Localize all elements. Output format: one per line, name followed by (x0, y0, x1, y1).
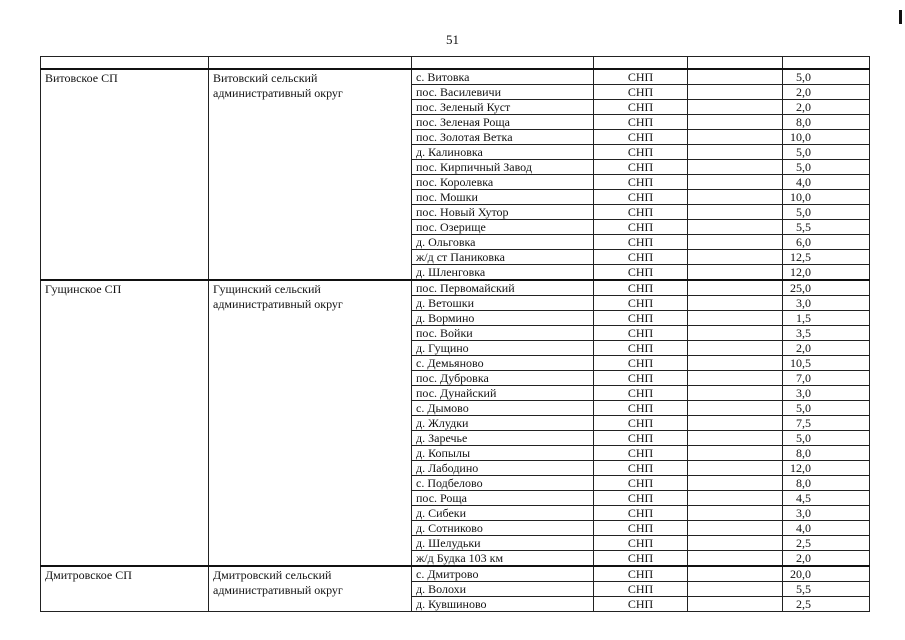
locality-type-cell: СНП (594, 130, 688, 145)
distance-cell: 3,0 (783, 296, 870, 311)
locality-type-cell: СНП (594, 536, 688, 551)
locality-type-cell: СНП (594, 431, 688, 446)
locality-type-cell: СНП (594, 326, 688, 341)
locality-name-cell: пос. Роща (412, 491, 594, 506)
empty-cell (688, 371, 783, 386)
distance-cell: 2,5 (783, 597, 870, 612)
distance-cell: 12,5 (783, 250, 870, 265)
table-row (41, 69, 870, 85)
locality-name-cell: д. Гущино (412, 341, 594, 356)
empty-cell (688, 175, 783, 190)
locality-type-cell: СНП (594, 416, 688, 431)
locality-type-cell: СНП (594, 69, 688, 85)
distance-cell: 20,0 (783, 566, 870, 582)
distance-cell: 2,0 (783, 100, 870, 115)
empty-cell (688, 461, 783, 476)
locality-name-cell: с. Витовка (412, 69, 594, 85)
empty-cell (688, 160, 783, 175)
locality-type-cell: СНП (594, 145, 688, 160)
settlements-table-body (41, 57, 870, 612)
empty-cell (688, 250, 783, 265)
locality-name-cell: пос. Мошки (412, 190, 594, 205)
locality-name-cell: д. Шелудьки (412, 536, 594, 551)
locality-name-cell: пос. Золотая Ветка (412, 130, 594, 145)
distance-cell: 2,0 (783, 551, 870, 567)
distance-cell: 8,0 (783, 115, 870, 130)
distance-cell: 6,0 (783, 235, 870, 250)
empty-cell (688, 205, 783, 220)
locality-type-cell: СНП (594, 356, 688, 371)
empty-cell (688, 220, 783, 235)
distance-cell: 5,0 (783, 431, 870, 446)
distance-cell: 5,0 (783, 401, 870, 416)
distance-cell: 10,0 (783, 130, 870, 145)
empty-cell (688, 536, 783, 551)
locality-type-cell: СНП (594, 160, 688, 175)
locality-type-cell: СНП (594, 461, 688, 476)
settlement-cell: Витовское СП (41, 69, 209, 280)
locality-type-cell: СНП (594, 235, 688, 250)
empty-cell (688, 431, 783, 446)
distance-cell: 5,5 (783, 220, 870, 235)
locality-type-cell: СНП (594, 311, 688, 326)
settlement-cell: Дмитровское СП (41, 566, 209, 612)
district-cell: Дмитровский сельский административный округ (209, 566, 412, 612)
distance-cell: 12,0 (783, 265, 870, 281)
empty-cell (688, 446, 783, 461)
distance-cell: 2,0 (783, 85, 870, 100)
locality-name-cell: д. Лабодино (412, 461, 594, 476)
locality-name-cell: д. Жлудки (412, 416, 594, 431)
distance-cell: 4,5 (783, 491, 870, 506)
locality-name-cell: пос. Зеленый Куст (412, 100, 594, 115)
locality-name-cell: ж/д Будка 103 км (412, 551, 594, 567)
locality-name-cell: пос. Озерище (412, 220, 594, 235)
distance-cell: 4,0 (783, 521, 870, 536)
header-cell (594, 57, 688, 70)
locality-name-cell: с. Дмитрово (412, 566, 594, 582)
empty-cell (688, 582, 783, 597)
distance-cell: 5,0 (783, 205, 870, 220)
empty-cell (688, 280, 783, 296)
distance-cell: 8,0 (783, 446, 870, 461)
locality-type-cell: СНП (594, 446, 688, 461)
empty-cell (688, 551, 783, 567)
locality-type-cell: СНП (594, 597, 688, 612)
locality-name-cell: д. Калиновка (412, 145, 594, 160)
locality-name-cell: пос. Кирпичный Завод (412, 160, 594, 175)
locality-type-cell: СНП (594, 341, 688, 356)
distance-cell: 3,5 (783, 326, 870, 341)
locality-type-cell: СНП (594, 190, 688, 205)
locality-name-cell: д. Ольговка (412, 235, 594, 250)
locality-type-cell: СНП (594, 175, 688, 190)
distance-cell: 5,5 (783, 582, 870, 597)
distance-cell: 2,5 (783, 536, 870, 551)
empty-cell (688, 491, 783, 506)
locality-name-cell: ж/д ст Паниковка (412, 250, 594, 265)
locality-type-cell: СНП (594, 100, 688, 115)
empty-cell (688, 386, 783, 401)
locality-name-cell: с. Демьяново (412, 356, 594, 371)
empty-cell (688, 521, 783, 536)
empty-cell (688, 356, 783, 371)
empty-cell (688, 296, 783, 311)
empty-cell (688, 69, 783, 85)
page-number: 51 (446, 32, 459, 47)
header-cell (412, 57, 594, 70)
locality-type-cell: СНП (594, 491, 688, 506)
locality-type-cell: СНП (594, 551, 688, 567)
locality-name-cell: д. Волохи (412, 582, 594, 597)
empty-cell (688, 341, 783, 356)
locality-type-cell: СНП (594, 386, 688, 401)
distance-cell: 1,5 (783, 311, 870, 326)
locality-type-cell: СНП (594, 220, 688, 235)
distance-cell: 3,0 (783, 386, 870, 401)
locality-type-cell: СНП (594, 250, 688, 265)
district-cell: Гущинский сельский административный округ (209, 280, 412, 566)
table-row (41, 566, 870, 582)
locality-type-cell: СНП (594, 476, 688, 491)
locality-name-cell: пос. Василевичи (412, 85, 594, 100)
locality-name-cell: пос. Дубровка (412, 371, 594, 386)
locality-name-cell: с. Дымово (412, 401, 594, 416)
empty-cell (688, 416, 783, 431)
distance-cell: 5,0 (783, 160, 870, 175)
locality-type-cell: СНП (594, 566, 688, 582)
locality-type-cell: СНП (594, 506, 688, 521)
distance-cell: 10,5 (783, 356, 870, 371)
locality-type-cell: СНП (594, 280, 688, 296)
distance-cell: 7,0 (783, 371, 870, 386)
distance-cell: 7,5 (783, 416, 870, 431)
locality-type-cell: СНП (594, 265, 688, 281)
locality-type-cell: СНП (594, 85, 688, 100)
locality-type-cell: СНП (594, 296, 688, 311)
table-row (41, 280, 870, 296)
empty-cell (688, 100, 783, 115)
empty-cell (688, 115, 783, 130)
header-cell (41, 57, 209, 70)
distance-cell: 12,0 (783, 461, 870, 476)
empty-cell (688, 85, 783, 100)
locality-name-cell: д. Сибеки (412, 506, 594, 521)
distance-cell: 25,0 (783, 280, 870, 296)
locality-type-cell: СНП (594, 371, 688, 386)
locality-name-cell: пос. Дунайский (412, 386, 594, 401)
settlements-table (40, 56, 870, 612)
locality-name-cell: д. Сотниково (412, 521, 594, 536)
locality-name-cell: д. Шленговка (412, 265, 594, 281)
locality-name-cell: д. Вормино (412, 311, 594, 326)
empty-cell (688, 476, 783, 491)
empty-cell (688, 265, 783, 281)
locality-type-cell: СНП (594, 205, 688, 220)
empty-cell (688, 311, 783, 326)
distance-cell: 4,0 (783, 175, 870, 190)
header-cell (688, 57, 783, 70)
distance-cell: 5,0 (783, 69, 870, 85)
empty-cell (688, 597, 783, 612)
locality-type-cell: СНП (594, 115, 688, 130)
empty-cell (688, 235, 783, 250)
distance-cell: 2,0 (783, 341, 870, 356)
locality-name-cell: д. Ветошки (412, 296, 594, 311)
table-header-row (41, 57, 870, 70)
locality-type-cell: СНП (594, 521, 688, 536)
header-cell (783, 57, 870, 70)
distance-cell: 5,0 (783, 145, 870, 160)
locality-name-cell: с. Подбелово (412, 476, 594, 491)
empty-cell (688, 566, 783, 582)
locality-name-cell: пос. Королевка (412, 175, 594, 190)
settlement-cell: Гущинское СП (41, 280, 209, 566)
distance-cell: 10,0 (783, 190, 870, 205)
locality-name-cell: д. Заречье (412, 431, 594, 446)
distance-cell: 8,0 (783, 476, 870, 491)
locality-name-cell: пос. Первомайский (412, 280, 594, 296)
distance-cell: 3,0 (783, 506, 870, 521)
locality-name-cell: пос. Зеленая Роща (412, 115, 594, 130)
locality-name-cell: д. Копылы (412, 446, 594, 461)
empty-cell (688, 145, 783, 160)
empty-cell (688, 190, 783, 205)
district-cell: Витовский сельский административный округ (209, 69, 412, 280)
empty-cell (688, 326, 783, 341)
locality-name-cell: пос. Новый Хутор (412, 205, 594, 220)
locality-name-cell: пос. Войки (412, 326, 594, 341)
locality-type-cell: СНП (594, 582, 688, 597)
locality-name-cell: д. Кувшиново (412, 597, 594, 612)
scan-edge-mark (899, 10, 902, 24)
locality-type-cell: СНП (594, 401, 688, 416)
header-cell (209, 57, 412, 70)
empty-cell (688, 401, 783, 416)
empty-cell (688, 130, 783, 145)
empty-cell (688, 506, 783, 521)
